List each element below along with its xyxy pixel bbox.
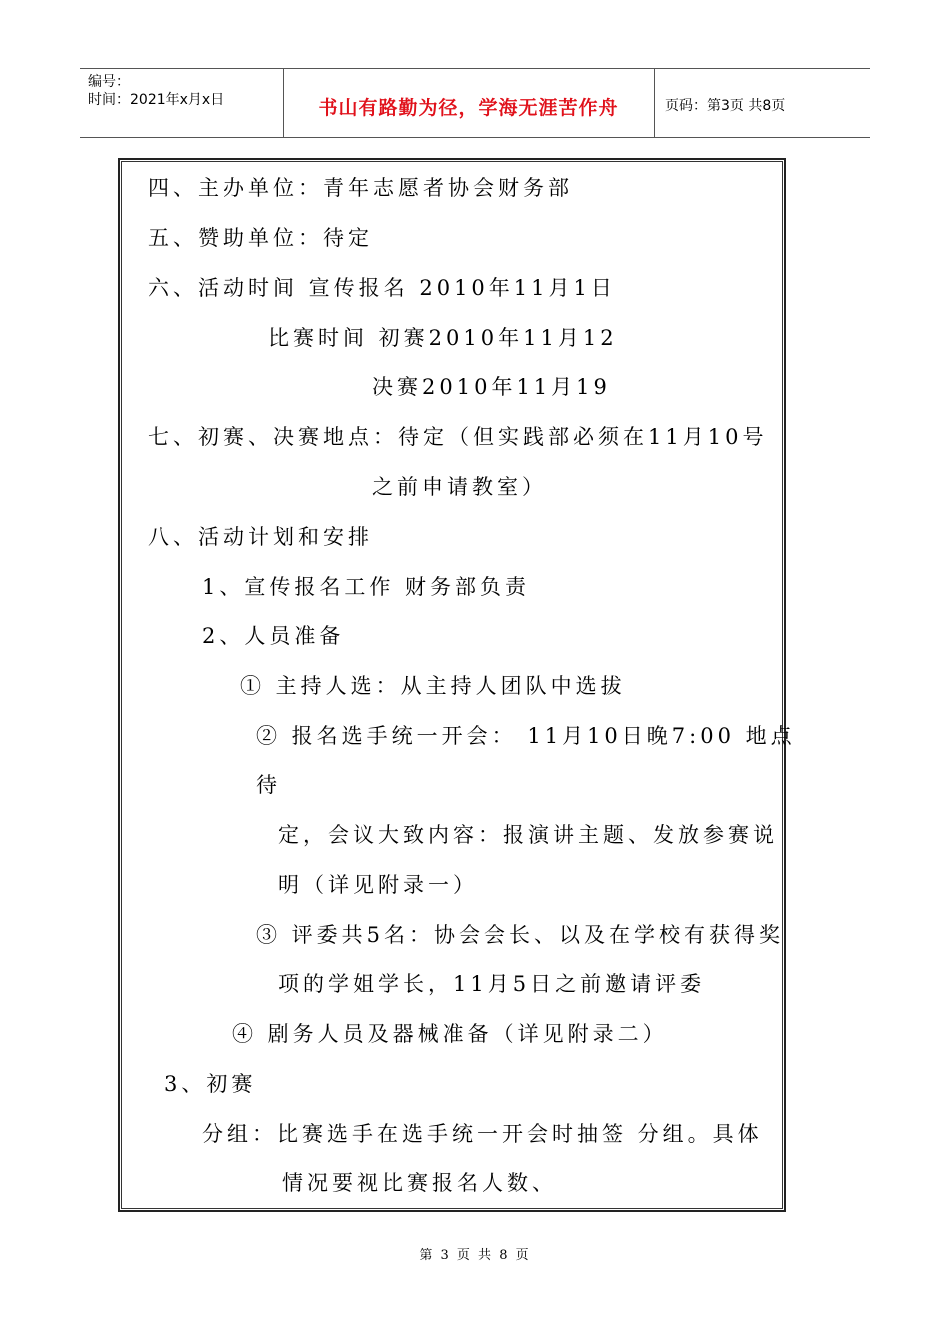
document-time-label: 时间：2021年x月x日 <box>88 92 225 108</box>
staffing-meeting-content: 定，会议大致内容：报演讲主题、发放参赛说 <box>278 823 778 847</box>
page-header <box>80 68 870 138</box>
plan-item-staffing: 2、人员准备 <box>202 624 345 648</box>
header-page-cell <box>655 69 870 137</box>
preliminary-grouping-continued: 情况要视比赛报名人数、 <box>282 1171 557 1195</box>
document-number-label: 编号： <box>88 74 130 90</box>
header-motto: 书山有路勤为径，学海无涯苦作舟 <box>318 97 619 119</box>
header-page-info: 页码：第3页 共8页 <box>665 98 786 114</box>
competition-time-final: 决赛2010年11月19 <box>372 375 611 399</box>
staffing-judges: ③ 评委共5名：协会会长、以及在学校有获得奖 <box>256 923 785 947</box>
staffing-crew-equipment: ④ 剧务人员及器械准备（详见附录二） <box>232 1022 668 1046</box>
plan-item-preliminary: 3、初赛 <box>164 1072 257 1096</box>
staffing-contestant-meeting: ② 报名选手统一开会： 11月10日晚7:00 地点 <box>256 724 796 748</box>
competition-time-preliminary: 比赛时间 初赛2010年11月12 <box>268 326 618 350</box>
section-host-unit: 四、主办单位：青年志愿者协会财务部 <box>148 176 573 200</box>
staffing-meeting-content-continued: 明（详见附录一） <box>278 873 478 897</box>
staffing-host-selection: ① 主持人选：从主持人团队中选拔 <box>240 674 626 698</box>
header-meta-cell <box>80 69 284 137</box>
section-venue: 七、初赛、决赛地点：待定（但实践部必须在11月10号 <box>148 425 768 449</box>
section-activity-plan: 八、活动计划和安排 <box>148 525 373 549</box>
section-venue-continued: 之前申请教室） <box>372 475 547 499</box>
preliminary-grouping: 分组：比赛选手在选手统一开会时抽签 分组。具体 <box>202 1122 763 1146</box>
staffing-contestant-meeting-wrap: 待 <box>256 773 281 797</box>
section-sponsor-unit: 五、赞助单位：待定 <box>148 226 373 250</box>
section-activity-time: 六、活动时间 宣传报名 2010年11月1日 <box>148 276 616 300</box>
page-footer: 第 3 页 共 8 页 <box>419 1248 531 1263</box>
plan-item-publicity: 1、宣传报名工作 财务部负责 <box>202 575 531 599</box>
header-motto-cell <box>283 69 655 137</box>
staffing-judges-continued: 项的学姐学长，11月5日之前邀请评委 <box>278 972 706 996</box>
